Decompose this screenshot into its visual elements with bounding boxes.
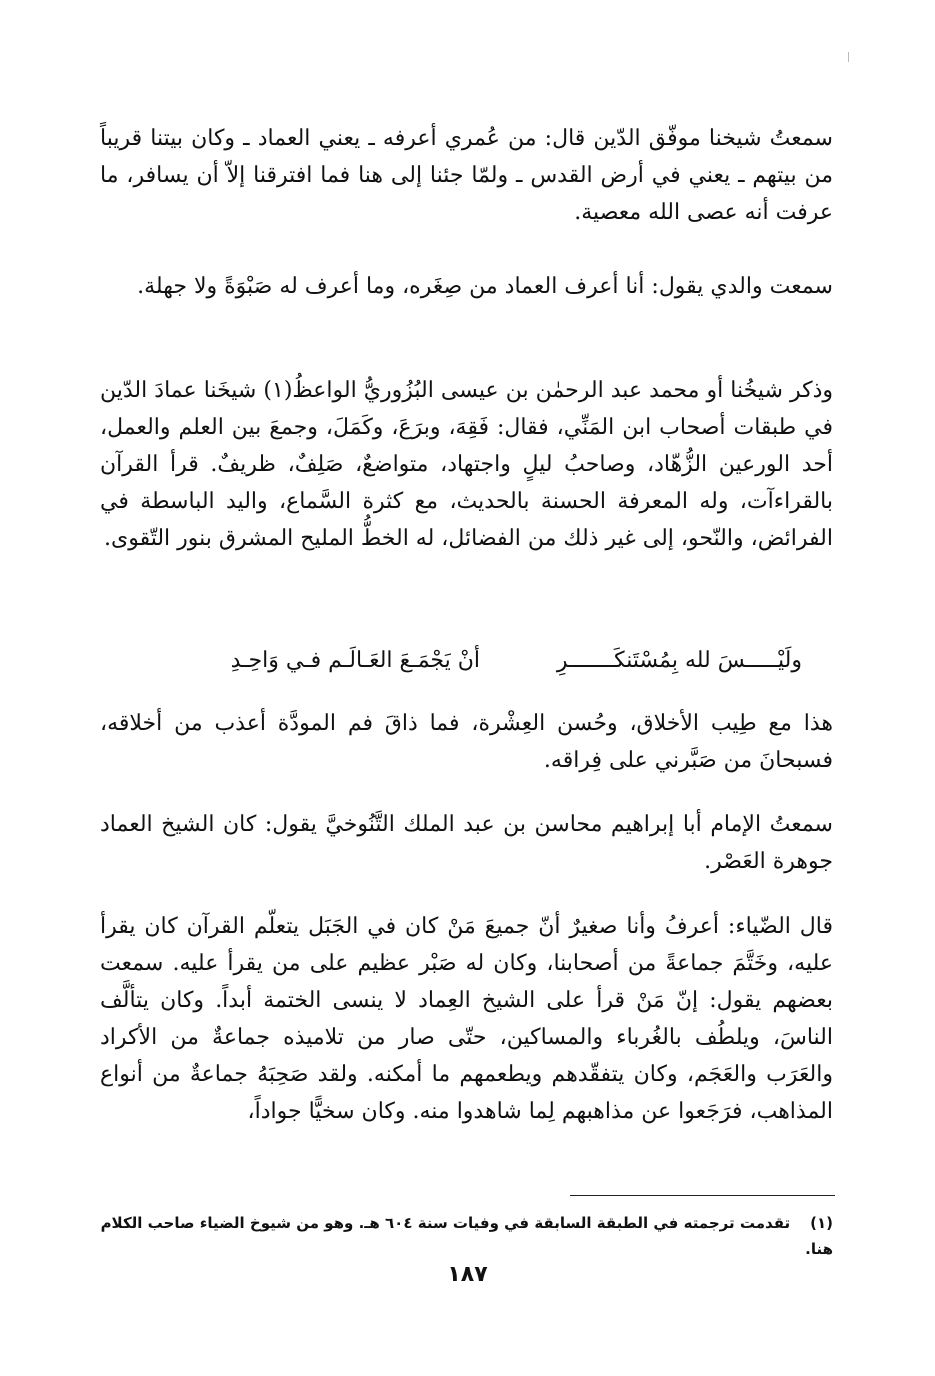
paragraph-diya-account: قال الضّياء: أعرفُ وأنا صغيرٌ أنّ جميعَ مَنْ كان في الجَبَل يتعلّم القرآن كان يقرأ عليه، وخَتَّمَ جماعةً من أصحابنا، وكان له صَبْر عظيم على من يقرأ عليه. سمعت بعضهم يقول: إنّ مَنْ قرأ على الشيخ العِماد لا ينسى الختمة أبداً. وكان يتألَّف الناسَ، ويلطُف بالغُرباء والمساكين، حتّى صار من تلاميذه جماعةٌ من الأكراد والعَرَب والعَجَم، وكان يتفقّدهم ويطعمهم ما أمكنه. ولقد صَحِبَهُ جماعةٌ من أنواع المذاهب، فرَجَعوا عن مذاهبهم لِما شاهدوا منه. وكان سخيًّا جواداً،	[100, 914, 833, 1124]
page-number: ١٨٧	[447, 1262, 488, 1287]
footnote-divider	[570, 1195, 835, 1196]
verse-second-hemistich: أنْ يَجْمَـعَ العَـالَـم فـي وَاحِـدِ	[230, 648, 480, 673]
paragraph-good-manners: هذا مع طِيب الأخلاق، وحُسن العِشْرة، فما ذاقَ فم المودَّة أعذب من أخلاقه، فسبحانَ من صَبَّرني على فِراقه.	[100, 711, 833, 773]
margin-mark	[848, 52, 849, 62]
paragraph-tanukhi-testimony: سمعتُ الإمام أبا إبراهيم محاسن بن عبد الملك التَّنُوخيَّ يقول: كان الشيخ العماد جوهرة العَصْر.	[100, 812, 833, 874]
paragraph-buzuri-description: وذكر شيخُنا أو محمد عبد الرحمٰن بن عيسى البُزُوريُّ الواعظُ(١) شيخَنا عمادَ الدّين في طبقات أصحاب ابن المَنِّي، فقال: فَقِهَ، وبرَعَ، وكَمَلَ، وجمعَ بين العلم والعمل، أحد الورعين الزُّهّاد، وصاحبُ ليلٍ واجتهاد، متواضعٌ، صَلِفٌ، ظريفٌ. قرأ القرآن بالقراءآت، وله المعرفة الحسنة بالحديث، مع كثرة السَّماع، واليد الباسطة في الفرائض، والنّحو، إلى غير ذلك من الفضائل، له الخطُّ المليح المشرق بنور التّقوى.	[100, 378, 833, 551]
footnote-number: (١)	[810, 1214, 833, 1232]
paragraph-father-testimony: سمعت والدي يقول: أنا أعرف العماد من صِغَره، وما أعرف له صَبْوَةً ولا جهلة.	[137, 274, 833, 299]
footnote-text: تقدمت ترجمته في الطبقة السابقة في وفيات سنة ٦٠٤ هـ. وهو من شيوخ الضياء صاحب الكلام هنا.	[100, 1214, 833, 1258]
verse-first-hemistich: ولَيْـــــسَ لله بِمُسْتَنكَـــــــرِ	[556, 648, 802, 673]
paragraph-muwaffaq-testimony: سمعتُ شيخنا موفّق الدّين قال: من عُمري أعرفه ـ يعني العماد ـ وكان بيتنا قريباً من بيتهم ـ يعني في أرض القدس ـ ولمّا جئنا إلى هنا فما افترقنا إلاّ أن يسافر، ما عرفت أنه عصى الله معصية.	[100, 126, 833, 225]
footnote	[100, 1210, 833, 1262]
